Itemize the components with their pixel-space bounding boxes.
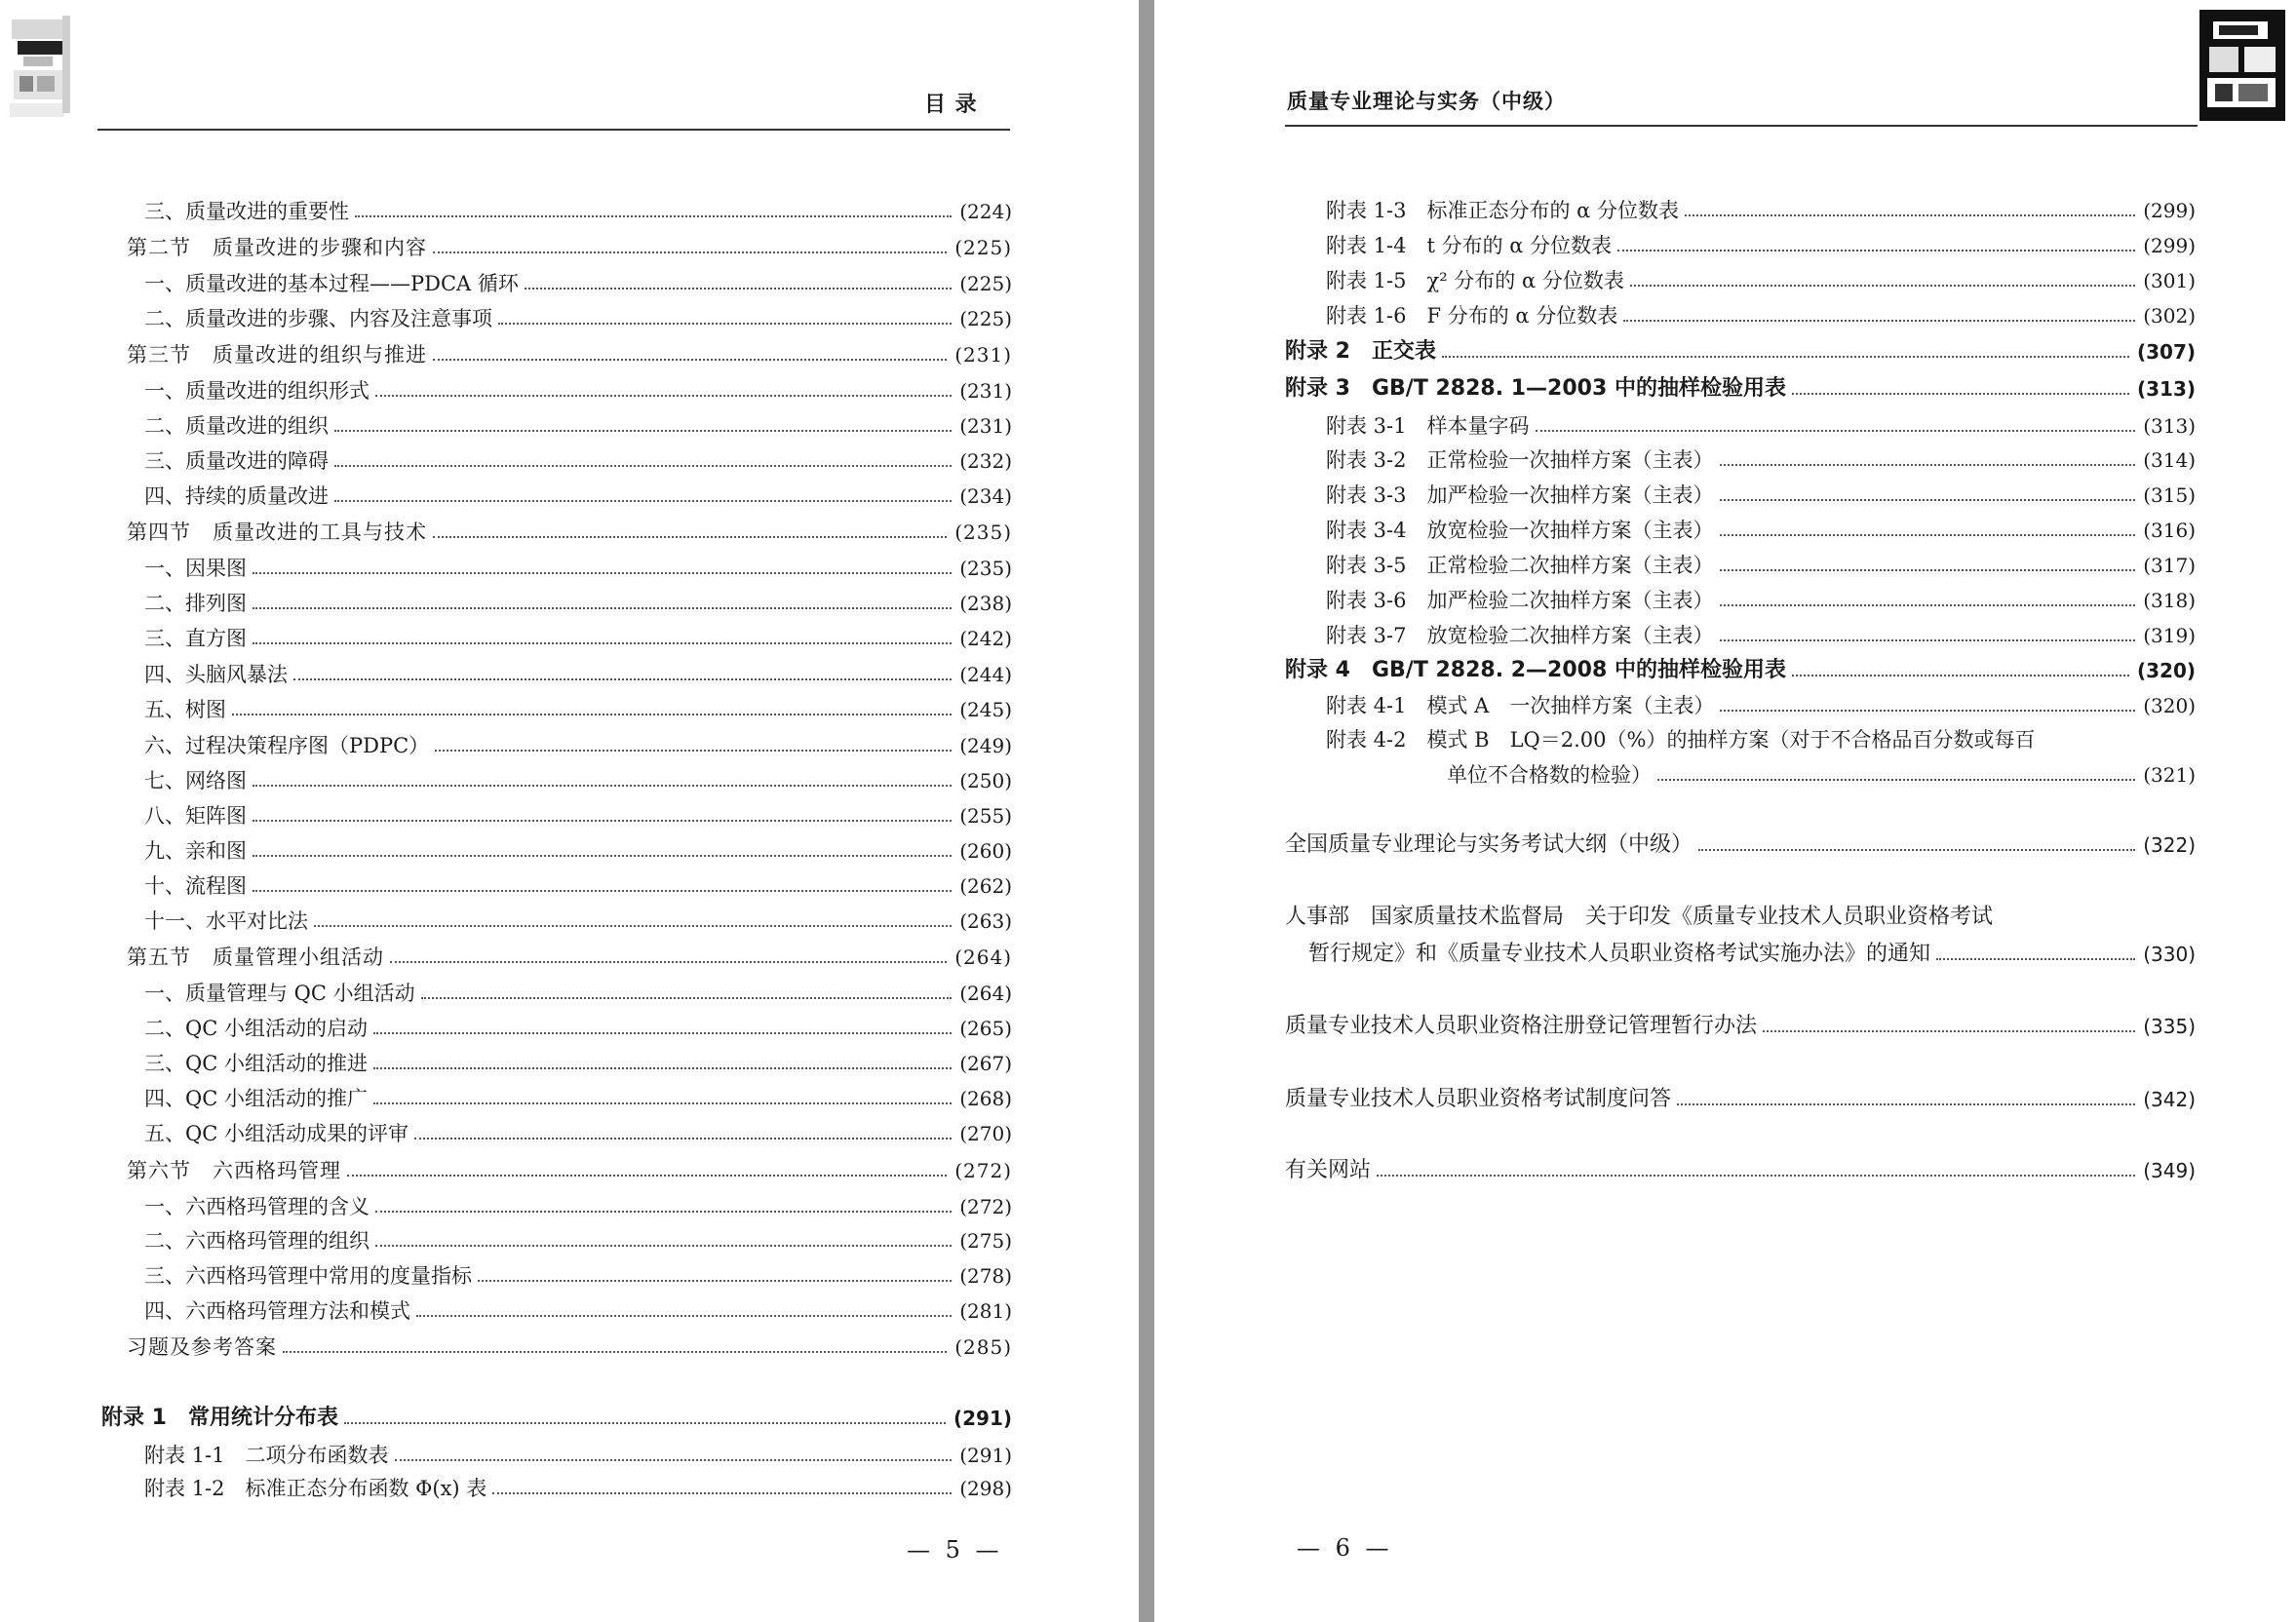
toc-entry-page: (315) <box>2143 483 2196 507</box>
toc-entry-page: (285) <box>954 1335 1012 1359</box>
toc-entry-page: (313) <box>2136 377 2196 401</box>
toc-entry <box>144 1443 1012 1468</box>
dot-leader <box>1377 1175 2135 1177</box>
toc-entry <box>144 1263 1012 1289</box>
toc-entry-page: (268) <box>959 1087 1012 1110</box>
left-page <box>0 0 1139 1622</box>
toc-entry-label: 暂行规定》和《质量专业技术人员职业资格考试实施办法》的通知 <box>1308 942 1931 966</box>
toc-entry-page: (317) <box>2143 554 2196 577</box>
dot-leader <box>1720 639 2136 641</box>
toc-entry-label: 一、六西格玛管理的含义 <box>144 1195 370 1218</box>
toc-entry-label: 二、排列图 <box>144 592 247 615</box>
dot-leader <box>525 288 952 290</box>
toc-entry <box>1308 942 2196 967</box>
toc-entry-page: (235) <box>959 557 1012 580</box>
toc-entry <box>1326 553 2196 578</box>
toc-entry <box>144 662 1012 687</box>
toc-entry-label: 有关网站 <box>1285 1158 1372 1182</box>
dot-leader <box>498 323 952 325</box>
toc-entry-page: (313) <box>2143 414 2196 438</box>
dot-leader <box>1617 250 2135 251</box>
toc-entry <box>144 697 1012 722</box>
dot-leader <box>232 714 952 715</box>
toc-entry-label: 二、质量改进的组织 <box>144 414 329 438</box>
dot-leader <box>1720 534 2136 536</box>
toc-entry-page: (231) <box>954 343 1012 367</box>
dot-leader <box>293 678 952 680</box>
toc-entry-label: 质量专业技术人员职业资格注册登记管理暂行办法 <box>1285 1014 1758 1038</box>
toc-entry-label: 附表 1-5 χ² 分布的 α 分位数表 <box>1326 269 1624 292</box>
dot-leader <box>1792 393 2129 395</box>
dot-leader <box>1763 1030 2135 1032</box>
dot-leader <box>1630 285 2135 287</box>
toc-entry-page: (224) <box>959 200 1012 223</box>
toc-entry <box>127 235 1012 260</box>
toc-entry-page: (319) <box>2143 624 2196 647</box>
toc-entry <box>1285 1158 2196 1183</box>
dot-leader <box>375 1245 952 1247</box>
toc-entry-label: 附表 3-1 样本量字码 <box>1326 414 1530 438</box>
toc-entry-page: (225) <box>959 272 1012 295</box>
dot-leader <box>1536 430 2136 432</box>
toc-entry-label: 十一、水平对比法 <box>144 909 308 933</box>
toc-entry <box>144 556 1012 581</box>
dot-leader <box>478 1280 952 1282</box>
toc-entry-label: 习题及参考答案 <box>127 1335 277 1359</box>
toc-entry-label: 三、六西格玛管理中常用的度量指标 <box>144 1264 472 1288</box>
toc-entry <box>1326 588 2196 613</box>
dot-leader <box>1698 849 2135 851</box>
dot-leader <box>395 1459 953 1461</box>
toc-entry <box>1285 832 2196 858</box>
toc-entry <box>144 733 1012 758</box>
toc-entry <box>1285 339 2196 365</box>
dot-leader <box>253 855 952 857</box>
dot-leader <box>253 642 952 644</box>
toc-entry-label: 一、质量改进的组织形式 <box>144 379 370 403</box>
header-title: 质量专业理论与实务（中级） <box>1287 90 1566 113</box>
toc-entry <box>144 1051 1012 1076</box>
toc-entry-page: (318) <box>2143 589 2196 612</box>
toc-entry-label: 附表 1-2 标准正态分布函数 Φ(x) 表 <box>144 1477 487 1500</box>
toc-entry <box>1285 376 2196 402</box>
toc-entry-label: 一、质量改进的基本过程——PDCA 循环 <box>144 272 519 295</box>
toc-entry-label: 全国质量专业理论与实务考试大纲（中级） <box>1285 832 1693 857</box>
toc-entry-page: (231) <box>959 379 1012 403</box>
dot-leader <box>1657 779 2135 781</box>
dot-leader <box>435 750 952 752</box>
toc-entry-label: 二、六西格玛管理的组织 <box>144 1229 370 1253</box>
toc-entry-page: (245) <box>959 698 1012 721</box>
toc-entry-page: (225) <box>954 236 1012 259</box>
toc-entry-label: 附表 3-5 正常检验二次抽样方案（主表） <box>1326 554 1714 577</box>
dot-leader <box>314 925 952 927</box>
toc-entry-label: 三、质量改进的重要性 <box>144 200 349 223</box>
toc-entry-page: (260) <box>959 839 1012 863</box>
toc-entry <box>144 378 1012 404</box>
toc-entry <box>1326 233 2196 258</box>
dot-leader <box>1685 214 2135 216</box>
toc-entry-label: 附表 3-2 正常检验一次抽样方案（主表） <box>1326 448 1714 472</box>
toc-entry-page: (335) <box>2143 1015 2196 1038</box>
toc-entry-page: (278) <box>959 1264 1012 1288</box>
toc-entry-label: 二、QC 小组活动的启动 <box>144 1017 368 1040</box>
toc-entry <box>144 1298 1012 1324</box>
dot-leader <box>433 536 947 538</box>
toc-entry <box>144 1016 1012 1041</box>
dot-leader <box>1720 604 2136 606</box>
dot-leader <box>253 890 952 892</box>
header-rule <box>97 129 1010 131</box>
toc-entry-page: (232) <box>959 449 1012 473</box>
toc-entry-page: (316) <box>2143 519 2196 542</box>
toc-entry <box>1326 268 2196 293</box>
toc-entry-label: 第五节 质量管理小组活动 <box>127 946 384 969</box>
page-number: — 5 — <box>907 1536 1003 1564</box>
toc-entry-page: (263) <box>959 909 1012 933</box>
toc-entry-page: (242) <box>959 627 1012 650</box>
dot-leader <box>1792 675 2129 676</box>
dot-leader <box>1720 569 2136 571</box>
toc-entry-page: (299) <box>2143 234 2196 257</box>
toc-entry <box>1326 303 2196 328</box>
toc-entry <box>144 981 1012 1006</box>
toc-entry-label: 七、网络图 <box>144 769 247 792</box>
toc-entry-page: (302) <box>2143 304 2196 328</box>
toc-entry-page: (281) <box>959 1299 1012 1323</box>
toc-entry <box>144 626 1012 651</box>
dot-leader <box>416 1315 952 1317</box>
toc-entry <box>144 591 1012 616</box>
toc-entry-label: 附表 4-1 模式 A 一次抽样方案（主表） <box>1326 694 1715 717</box>
dot-leader <box>355 215 952 217</box>
toc-entry-page: (291) <box>959 1444 1012 1467</box>
dot-leader <box>253 820 952 822</box>
toc-entry <box>144 1086 1012 1111</box>
toc-entry-label: 质量专业技术人员职业资格考试制度问答 <box>1285 1087 1672 1111</box>
toc-entry-label: 八、矩阵图 <box>144 804 247 828</box>
dot-leader <box>334 465 952 467</box>
toc-entry-label: 六、过程决策程序图（PDPC） <box>144 734 430 757</box>
header-title: 目 录 <box>924 93 978 117</box>
toc-entry <box>1326 693 2196 718</box>
toc-entry-page: (275) <box>959 1229 1012 1253</box>
toc-entry-page: (244) <box>959 663 1012 686</box>
toc-entry-page: (238) <box>959 592 1012 615</box>
dot-leader <box>421 997 953 999</box>
toc-entry-page: (320) <box>2143 694 2196 717</box>
toc-entry-label: 五、树图 <box>144 698 226 721</box>
dot-leader <box>373 1032 952 1034</box>
toc-entry-page: (321) <box>2143 763 2196 787</box>
toc-entry <box>144 803 1012 829</box>
dot-leader <box>283 1351 947 1353</box>
corner-stamp-graphic <box>2196 4 2289 127</box>
toc-entry-label: 四、头脑风暴法 <box>144 663 288 686</box>
toc-entry-page: (301) <box>2143 269 2196 292</box>
toc-entry-label: 五、QC 小组活动成果的评审 <box>144 1122 409 1145</box>
toc-entry-page: (264) <box>954 946 1012 969</box>
toc-entry-page: (270) <box>959 1122 1012 1145</box>
toc-entry-label: 附表 3-7 放宽检验二次抽样方案（主表） <box>1326 624 1714 647</box>
toc-entry <box>1326 447 2196 473</box>
toc-entry <box>144 1121 1012 1146</box>
toc-entry-page: (298) <box>959 1477 1012 1500</box>
toc-entry-page: (250) <box>959 769 1012 792</box>
toc-entry-label: 附录 1 常用统计分布表 <box>101 1406 338 1430</box>
toc-entry-label: 第六节 六西格玛管理 <box>127 1159 341 1182</box>
toc-entry <box>1285 1014 2196 1039</box>
toc-entry <box>1285 658 2196 683</box>
toc-entry-label: 第二节 质量改进的步骤和内容 <box>127 236 427 259</box>
corner-stamp-graphic <box>4 6 86 129</box>
toc-entry-label: 附表 1-4 t 分布的 α 分位数表 <box>1326 234 1613 257</box>
dot-leader <box>253 785 952 787</box>
dot-leader <box>334 500 952 502</box>
toc-entry-page: (299) <box>2143 199 2196 222</box>
toc-entry-page: (265) <box>959 1017 1012 1040</box>
toc-entry <box>1326 413 2196 439</box>
toc-entry-page: (235) <box>954 521 1012 544</box>
dot-leader <box>373 1102 952 1104</box>
dot-leader <box>1720 464 2136 466</box>
toc-entry-page: (255) <box>959 804 1012 828</box>
toc-entry <box>101 1406 1012 1431</box>
toc-entry-page: (249) <box>959 734 1012 757</box>
toc-entry <box>144 1194 1012 1219</box>
toc-entry <box>144 271 1012 296</box>
toc-entry-label: 单位不合格数的检验） <box>1447 763 1652 787</box>
toc-entry-label: 附表 1-6 F 分布的 α 分位数表 <box>1326 304 1618 328</box>
toc-entry-page: (320) <box>2136 659 2196 682</box>
dot-leader <box>1936 958 2135 960</box>
dot-leader <box>1720 499 2136 501</box>
toc-entry-notice-line1: 人事部 国家质量技术监督局 关于印发《质量专业技术人员职业资格考试 <box>1285 905 1994 929</box>
toc-entry-page: (272) <box>959 1195 1012 1218</box>
toc-entry-page: (264) <box>959 982 1012 1005</box>
dot-leader <box>1623 320 2135 322</box>
dot-leader <box>373 1067 952 1069</box>
toc-entry <box>144 306 1012 331</box>
dot-leader <box>347 1175 947 1177</box>
toc-entry-label: 附录 3 GB/T 2828. 1—2003 中的抽样检验用表 <box>1285 376 1786 401</box>
dot-leader <box>344 1422 946 1424</box>
toc-entry-page: (225) <box>959 307 1012 330</box>
toc-entry-page: (267) <box>959 1052 1012 1075</box>
toc-entry-label: 一、因果图 <box>144 557 247 580</box>
toc-entry-label: 四、QC 小组活动的推广 <box>144 1087 368 1110</box>
toc-entry <box>144 413 1012 439</box>
toc-entry <box>144 199 1012 224</box>
toc-entry-page: (314) <box>2143 448 2196 472</box>
toc-entry-label: 三、直方图 <box>144 627 247 650</box>
toc-entry <box>144 483 1012 509</box>
toc-entry-label: 附表 3-3 加严检验一次抽样方案（主表） <box>1326 483 1714 507</box>
toc-entry <box>127 1158 1012 1183</box>
toc-entry-label: 十、流程图 <box>144 874 247 898</box>
toc-entry <box>127 342 1012 367</box>
toc-entry-page: (231) <box>959 414 1012 438</box>
toc-entry <box>127 1334 1012 1360</box>
toc-entry-page: (234) <box>959 484 1012 508</box>
dot-leader <box>1677 1103 2135 1105</box>
toc-entry <box>1326 483 2196 508</box>
toc-entry-wrapped: 附表 4-2 模式 B LQ＝2.00（%）的抽样方案（对于不合格品百分数或每百 <box>1326 728 2036 752</box>
dot-leader <box>414 1138 952 1139</box>
toc-entry-page: (307) <box>2136 340 2196 364</box>
toc-entry <box>1326 623 2196 648</box>
toc-entry-label: 三、质量改进的障碍 <box>144 449 329 473</box>
toc-entry-page: (291) <box>953 1407 1012 1430</box>
dot-leader <box>253 607 952 609</box>
dot-leader <box>433 359 947 361</box>
toc-entry-page: (342) <box>2143 1088 2196 1111</box>
right-page <box>1154 0 2296 1622</box>
dot-leader <box>375 1211 952 1213</box>
dot-leader <box>1442 356 2129 358</box>
dot-leader <box>433 251 947 253</box>
toc-entry-label: 附表 3-4 放宽检验一次抽样方案（主表） <box>1326 519 1714 542</box>
dot-leader <box>334 430 952 432</box>
toc-entry-page: (330) <box>2143 943 2196 966</box>
dot-leader <box>1720 710 2135 712</box>
dot-leader <box>492 1492 952 1494</box>
toc-entry <box>127 520 1012 545</box>
toc-entry <box>144 448 1012 474</box>
toc-entry <box>1285 1087 2196 1112</box>
page-number: — 6 — <box>1297 1534 1393 1562</box>
toc-entry <box>144 838 1012 864</box>
toc-entry <box>1326 198 2196 223</box>
toc-entry-page: (262) <box>959 874 1012 898</box>
toc-entry-page: (272) <box>954 1159 1012 1182</box>
toc-entry-label: 二、质量改进的步骤、内容及注意事项 <box>144 307 492 330</box>
toc-entry <box>144 1476 1012 1501</box>
toc-entry-label: 四、六西格玛管理方法和模式 <box>144 1299 410 1323</box>
toc-entry <box>144 1228 1012 1254</box>
toc-entry-label: 九、亲和图 <box>144 839 247 863</box>
header-rule <box>1285 125 2198 127</box>
toc-entry-label: 第四节 质量改进的工具与技术 <box>127 521 427 544</box>
toc-entry-label: 一、质量管理与 QC 小组活动 <box>144 982 415 1005</box>
dot-leader <box>253 572 952 574</box>
toc-entry-label: 附表 3-6 加严检验二次抽样方案（主表） <box>1326 589 1714 612</box>
toc-entry <box>1447 762 2196 788</box>
toc-entry <box>1326 518 2196 543</box>
toc-entry <box>144 873 1012 899</box>
toc-entry-label: 第三节 质量改进的组织与推进 <box>127 343 427 367</box>
toc-entry-page: (322) <box>2143 833 2196 857</box>
toc-entry-label: 附录 2 正交表 <box>1285 339 1436 364</box>
toc-entry-label: 附录 4 GB/T 2828. 2—2008 中的抽样检验用表 <box>1285 658 1786 682</box>
toc-entry <box>144 908 1012 934</box>
toc-entry-page: (349) <box>2143 1159 2196 1182</box>
toc-entry <box>144 768 1012 793</box>
dot-leader <box>390 961 947 963</box>
toc-entry-label: 四、持续的质量改进 <box>144 484 329 508</box>
dot-leader <box>375 395 952 397</box>
toc-entry-label: 三、QC 小组活动的推进 <box>144 1052 368 1075</box>
toc-entry-label: 附表 1-1 二项分布函数表 <box>144 1444 389 1467</box>
toc-entry-label: 附表 1-3 标准正态分布的 α 分位数表 <box>1326 199 1680 222</box>
toc-entry <box>127 945 1012 970</box>
